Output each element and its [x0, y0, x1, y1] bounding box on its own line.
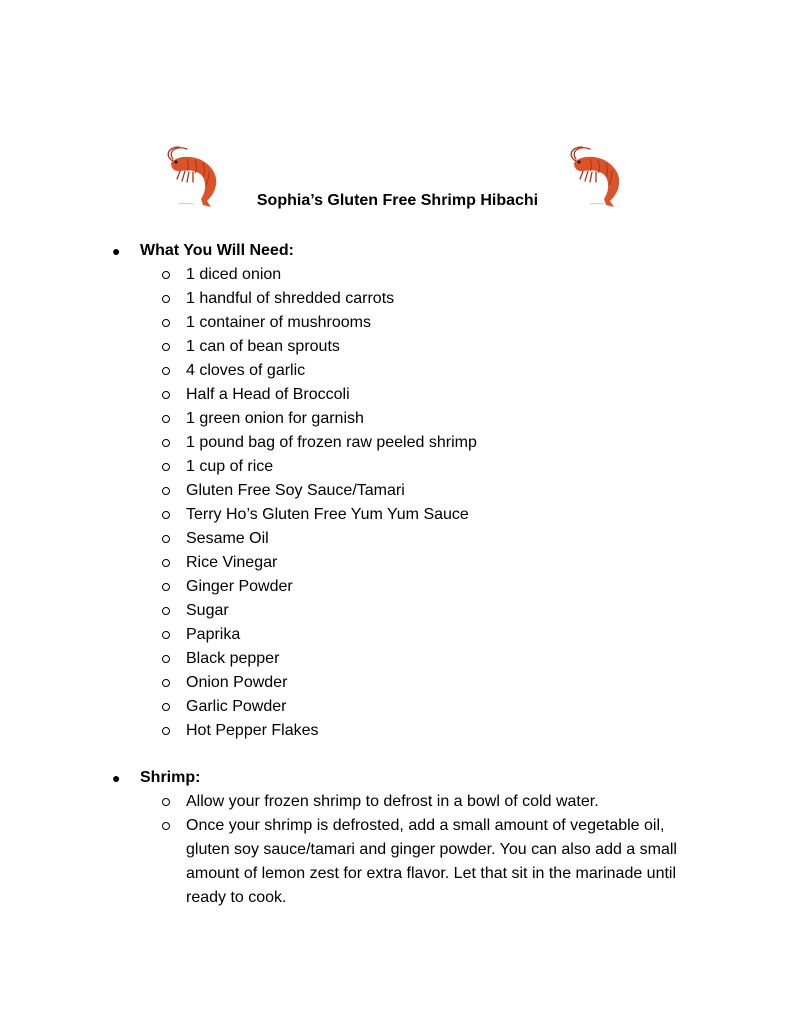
list-item: 1 handful of shredded carrots: [112, 287, 732, 311]
circle-bullet-icon: [162, 487, 170, 495]
circle-bullet-icon: [162, 583, 170, 591]
list-item: Gluten Free Soy Sauce/Tamari: [112, 479, 732, 503]
list-item: Terry Ho’s Gluten Free Yum Yum Sauce: [112, 503, 732, 527]
list-item: Sugar: [112, 599, 732, 623]
section-heading-text: Shrimp:: [140, 769, 201, 786]
list-item: Allow your frozen shrimp to defrost in a bowl of cold water.: [112, 790, 732, 814]
document-title: Sophia’s Gluten Free Shrimp Hibachi: [256, 192, 539, 209]
list-item: Rice Vinegar: [112, 551, 732, 575]
list-item: 1 can of bean sprouts: [112, 335, 732, 359]
circle-bullet-icon: [162, 367, 170, 375]
circle-bullet-icon: [162, 319, 170, 327]
circle-bullet-icon: [162, 679, 170, 687]
circle-bullet-icon: [162, 631, 170, 639]
section-heading: [112, 766, 732, 790]
circle-bullet-icon: [162, 798, 170, 806]
circle-bullet-icon: [162, 822, 170, 830]
list-item: 4 cloves of garlic: [112, 359, 732, 383]
circle-bullet-icon: [162, 463, 170, 471]
step-list: [112, 790, 732, 910]
list-item: 1 pound bag of frozen raw peeled shrimp: [112, 431, 732, 455]
list-item: Hot Pepper Flakes: [112, 719, 732, 743]
list-item: 1 green onion for garnish: [112, 407, 732, 431]
circle-bullet-icon: [162, 607, 170, 615]
list-item: Onion Powder: [112, 671, 732, 695]
list-item: Ginger Powder: [112, 575, 732, 599]
list-item: Garlic Powder: [112, 695, 732, 719]
list-item: 1 diced onion: [112, 263, 732, 287]
circle-bullet-icon: [162, 343, 170, 351]
list-item: Once your shrimp is defrosted, add a small amount of vegetable oil, gluten soy sauce/tamari and ginger powder. You can also add a small amount of lemon zest for extra flavor. Let that sit in the marinade until ready to cook.: [112, 814, 686, 910]
list-item: 1 cup of rice: [112, 455, 732, 479]
circle-bullet-icon: [162, 271, 170, 279]
bullet-icon: ●: [112, 243, 121, 259]
circle-bullet-icon: [162, 727, 170, 735]
circle-bullet-icon: [162, 559, 170, 567]
circle-bullet-icon: [162, 511, 170, 519]
circle-bullet-icon: [162, 703, 170, 711]
circle-bullet-icon: [162, 439, 170, 447]
ingredient-list: [112, 263, 732, 743]
list-item: Sesame Oil: [112, 527, 732, 551]
bullet-icon: ●: [112, 770, 121, 786]
section-shrimp: [112, 766, 732, 910]
list-item: 1 container of mushrooms: [112, 311, 732, 335]
list-item: Black pepper: [112, 647, 732, 671]
section-ingredients: [112, 239, 732, 743]
circle-bullet-icon: [162, 415, 170, 423]
section-heading: [112, 239, 732, 263]
circle-bullet-icon: [162, 391, 170, 399]
list-item: Half a Head of Broccoli: [112, 383, 732, 407]
circle-bullet-icon: [162, 655, 170, 663]
circle-bullet-icon: [162, 295, 170, 303]
circle-bullet-icon: [162, 535, 170, 543]
list-item: Paprika: [112, 623, 732, 647]
section-heading-text: What You Will Need:: [140, 242, 294, 259]
